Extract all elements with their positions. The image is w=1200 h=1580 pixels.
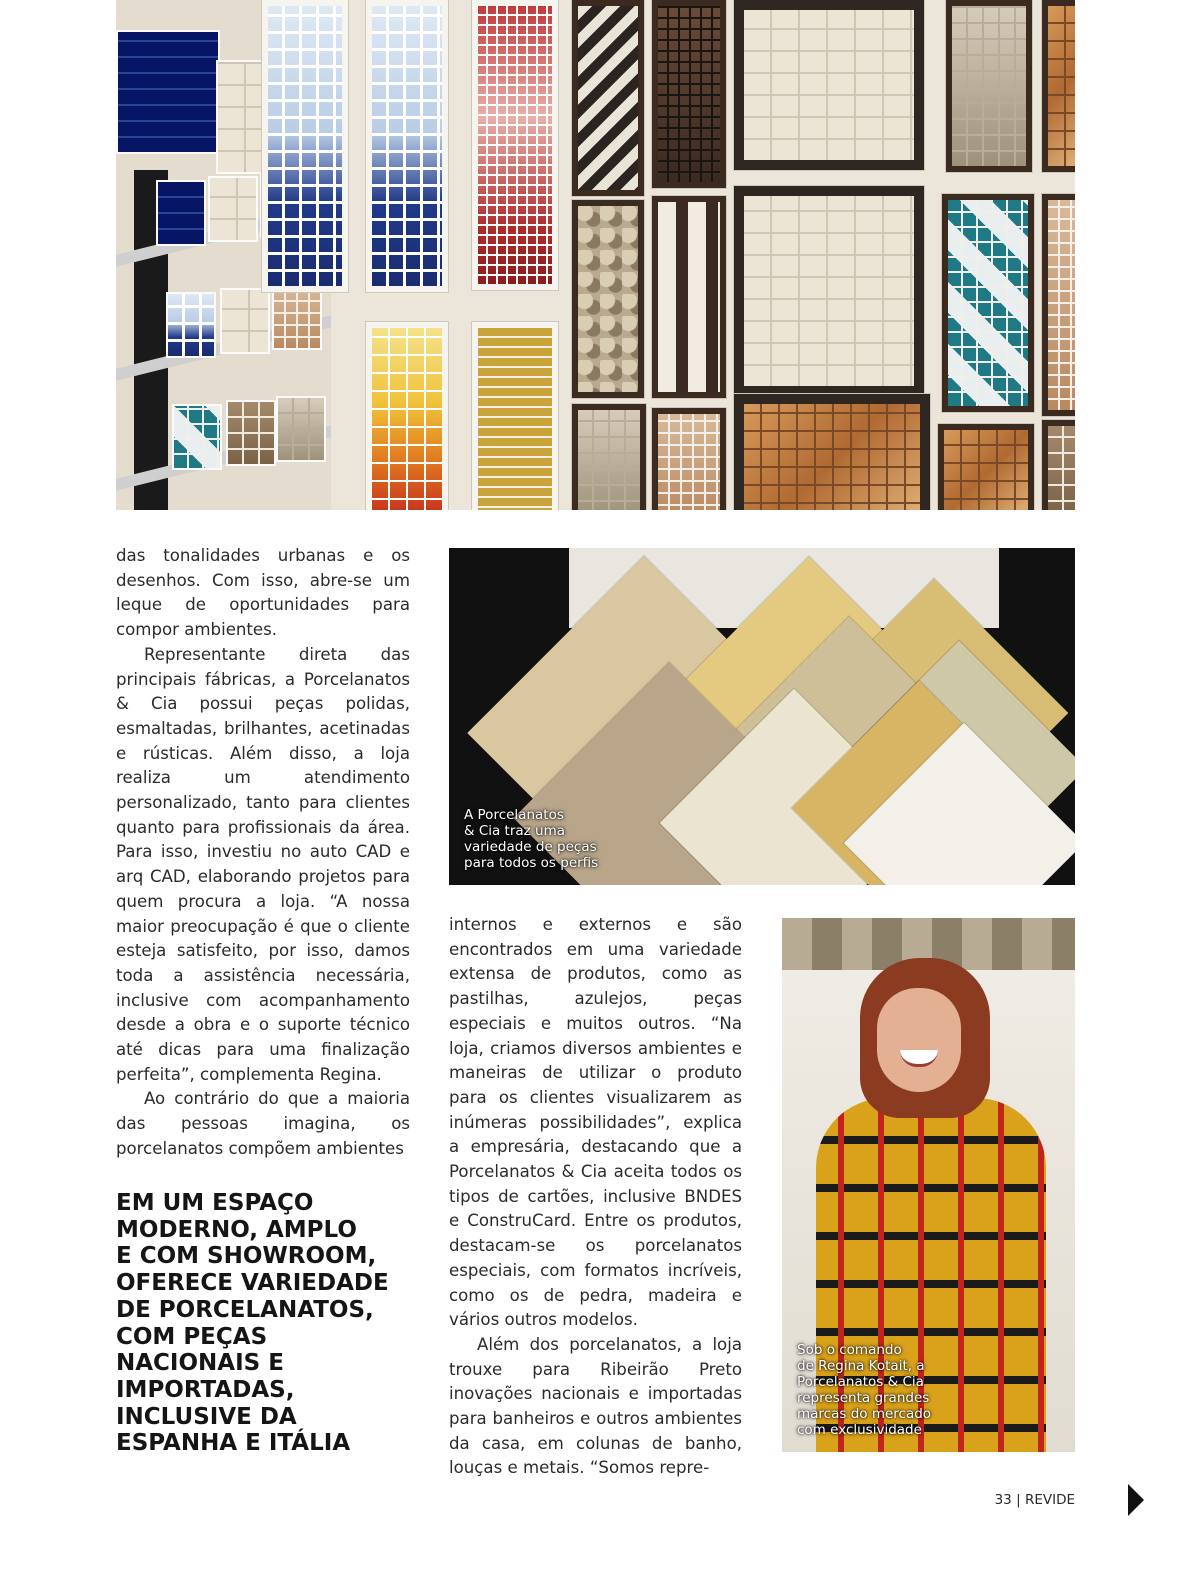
tile-panel <box>734 0 924 170</box>
smiling-face <box>877 988 961 1092</box>
tile-panel <box>652 408 726 510</box>
tile-panel <box>946 0 1032 172</box>
tile-panel <box>366 0 448 292</box>
article-column-1 <box>116 544 410 1162</box>
porcelain-caption: A Porcelanatos & Cia traz uma variedade de peças para todos os perfis <box>464 807 599 871</box>
tile-panel <box>942 194 1034 412</box>
portrait-photo <box>782 918 1075 1452</box>
page-folio <box>980 1492 1075 1508</box>
next-page-arrow-icon[interactable] <box>1128 1484 1144 1516</box>
paragraph: Ao contrário do que a maioria das pessoas imagina, os porcelanatos compõem ambientes <box>116 1089 410 1158</box>
tile-panel <box>366 322 448 510</box>
tile-panel <box>1042 194 1075 416</box>
tile-panel <box>572 404 646 510</box>
paragraph: das tonalidades urbanas e os desenhos. Com isso, abre-se um leque de oportunidades para compor ambientes. <box>116 546 410 640</box>
paragraph: Além dos porcelanatos, a loja trouxe para Ribeirão Preto inovações nacionais e importadas para banheiros e outros ambientes da casa, em colunas de banho, louças e metais. “Somos repre- <box>449 1334 742 1478</box>
tile-panel <box>1042 0 1075 172</box>
tile-panel <box>734 186 924 396</box>
tile-panel <box>572 200 644 398</box>
showroom-photo <box>116 0 1075 510</box>
tile-panel <box>472 0 558 290</box>
folio-separator: | <box>1016 1492 1021 1508</box>
tile-panel <box>938 424 1034 510</box>
tile-panel <box>472 322 558 510</box>
tile-panel <box>1042 420 1075 510</box>
portrait-caption: Sob o comando de Regina Kotait, a Porcelanatos & Cia representa grandes marcas do mercado com exclusividade <box>797 1342 932 1438</box>
tile-panel <box>572 0 644 196</box>
magazine-name: REVIDE <box>1024 1492 1075 1508</box>
tile-panel <box>262 0 348 292</box>
paragraph: internos e externos e são encontrados em uma variedade extensa de produtos, como as pastilhas, azulejos, peças especiais e muitos outros. “Na loja, criamos diversos ambientes e maneiras de utilizar o produto para os clientes visualizarem as inúmeras possibilidades”, explica a empresária, destacando que a Porcelanatos & Cia aceita todos os tipos de cartões, inclusive BNDES e ConstruCard. Entre os produtos, destacam-se os porcelanatos especiais, com formatos incríveis, como os de pedra, madeira e vários outros modelos. <box>449 915 742 1330</box>
page-number: 33 <box>994 1492 1012 1508</box>
pull-quote: EM UM ESPAÇO MODERNO, AMPLO E COM SHOWROOM, OFERECE VARIEDADE DE PORCELANATOS, COM PEÇAS NACIONAIS E IMPORTADAS, INCLUSIVE DA ESPANHA E ITÁLIA <box>116 1190 389 1457</box>
tile-panel <box>652 0 726 188</box>
article-column-2 <box>449 913 742 1481</box>
paragraph: Representante direta das principais fábricas, a Porcelanatos & Cia possui peças polidas, esmaltadas, brilhantes, acetinadas e rústicas. Além disso, a loja realiza um atendimento personalizado, tanto para clientes quanto para profissionais da área. Para isso, investiu no auto CAD e arq CAD, elaborando projetos para quem procura a loja. “A nossa maior preocupação é que o cliente esteja satisfeito, por isso, damos toda a assistência necessária, inclusive com acompanhamento desde a obra e o suporte técnico até dicas para uma finalização perfeita”, complementa Regina. <box>116 644 410 1084</box>
tile-panel <box>734 394 930 510</box>
tile-panel <box>652 196 726 398</box>
porcelain-photo <box>449 548 1075 885</box>
